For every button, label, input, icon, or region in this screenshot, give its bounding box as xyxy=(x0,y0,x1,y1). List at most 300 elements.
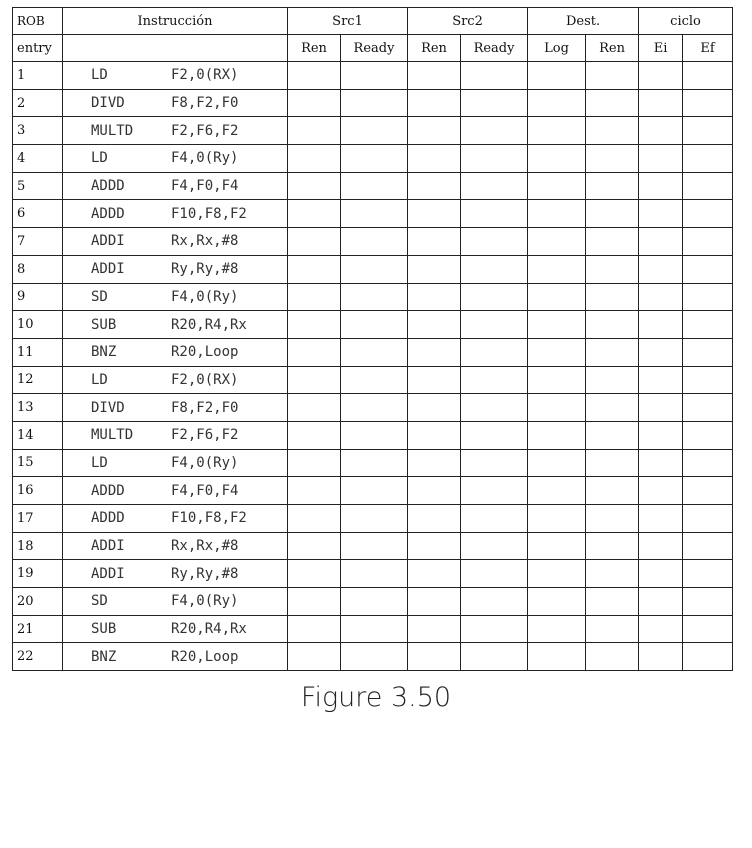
instruction-opcode: ADDD xyxy=(91,178,125,195)
src2-ready-cell[interactable] xyxy=(461,532,528,560)
instruction-operands: F8,F2,F0 xyxy=(171,399,239,416)
rob-entry-number: 22 xyxy=(13,643,63,671)
src2-ready-cell[interactable] xyxy=(461,311,528,339)
dest-log-cell[interactable] xyxy=(528,588,586,616)
src2-ready-cell[interactable] xyxy=(461,366,528,394)
instruction-opcode: ADDI xyxy=(91,565,125,582)
instruction-operands: F4,F0,F4 xyxy=(171,178,239,195)
instruction-operands: F4,0(Ry) xyxy=(171,593,239,610)
table-row xyxy=(13,532,733,560)
src1-ren-cell[interactable] xyxy=(288,200,341,228)
src1-ready-cell[interactable] xyxy=(341,117,408,145)
table-row xyxy=(13,117,733,145)
rob-entry-number: 6 xyxy=(13,200,63,228)
instruction-cell xyxy=(63,421,288,449)
rob-entry-number: 8 xyxy=(13,255,63,283)
src2-ren-cell[interactable] xyxy=(408,172,461,200)
dest-ren-cell[interactable] xyxy=(586,394,639,422)
ciclo-ei-cell[interactable] xyxy=(639,117,683,145)
ciclo-ei-cell[interactable] xyxy=(639,311,683,339)
instruction-operands: F2,F6,F2 xyxy=(171,427,239,444)
instruction-cell xyxy=(63,588,288,616)
ciclo-ef-cell[interactable] xyxy=(683,477,733,505)
rob-entry-number: 12 xyxy=(13,366,63,394)
src2-ready-cell[interactable] xyxy=(461,228,528,256)
dest-log-cell[interactable] xyxy=(528,255,586,283)
ciclo-ef-cell[interactable] xyxy=(683,117,733,145)
src1-ready-cell[interactable] xyxy=(341,394,408,422)
dest-log-cell[interactable] xyxy=(528,62,586,90)
rob-entry-number: 20 xyxy=(13,588,63,616)
instruction-opcode: BNZ xyxy=(91,344,117,361)
instruction-operands: Rx,Rx,#8 xyxy=(171,538,239,555)
ciclo-ef-cell[interactable] xyxy=(683,311,733,339)
src2-ren-cell[interactable] xyxy=(408,200,461,228)
src1-ready-cell[interactable] xyxy=(341,311,408,339)
dest-log-cell[interactable] xyxy=(528,338,586,366)
dest-ren-cell[interactable] xyxy=(586,532,639,560)
instruction-opcode: ADDD xyxy=(91,205,125,222)
instruction-opcode: DIVD xyxy=(91,95,125,112)
dest-ren-cell[interactable] xyxy=(586,145,639,173)
table-row xyxy=(13,505,733,533)
ciclo-ef-cell[interactable] xyxy=(683,338,733,366)
instruction-operands: F2,0(RX) xyxy=(171,67,239,84)
src1-ready-cell[interactable] xyxy=(341,505,408,533)
table-row xyxy=(13,560,733,588)
header-dest-log: Log xyxy=(528,35,586,62)
header-dest: Dest. xyxy=(528,8,639,35)
header-dest-ren: Ren xyxy=(586,35,639,62)
src2-ready-cell[interactable] xyxy=(461,560,528,588)
src1-ready-cell[interactable] xyxy=(341,228,408,256)
instruction-operands: F2,F6,F2 xyxy=(171,122,239,139)
instruction-operands: F10,F8,F2 xyxy=(171,510,247,527)
ciclo-ei-cell[interactable] xyxy=(639,145,683,173)
src1-ren-cell[interactable] xyxy=(288,311,341,339)
src1-ren-cell[interactable] xyxy=(288,615,341,643)
ciclo-ef-cell[interactable] xyxy=(683,643,733,671)
ciclo-ef-cell[interactable] xyxy=(683,228,733,256)
instruction-operands: R20,Loop xyxy=(171,648,239,665)
src2-ren-cell[interactable] xyxy=(408,255,461,283)
src2-ren-cell[interactable] xyxy=(408,62,461,90)
header-src1-ready: Ready xyxy=(341,35,408,62)
src2-ren-cell[interactable] xyxy=(408,366,461,394)
header-src2-ready: Ready xyxy=(461,35,528,62)
ciclo-ei-cell[interactable] xyxy=(639,89,683,117)
instruction-cell xyxy=(63,89,288,117)
src1-ready-cell[interactable] xyxy=(341,89,408,117)
dest-ren-cell[interactable] xyxy=(586,311,639,339)
instruction-cell xyxy=(63,200,288,228)
src2-ready-cell[interactable] xyxy=(461,89,528,117)
src2-ready-cell[interactable] xyxy=(461,172,528,200)
ciclo-ef-cell[interactable] xyxy=(683,89,733,117)
dest-ren-cell[interactable] xyxy=(586,421,639,449)
src2-ren-cell[interactable] xyxy=(408,477,461,505)
dest-log-cell[interactable] xyxy=(528,394,586,422)
src1-ready-cell[interactable] xyxy=(341,366,408,394)
dest-ren-cell[interactable] xyxy=(586,255,639,283)
rob-table xyxy=(12,7,733,671)
src1-ren-cell[interactable] xyxy=(288,89,341,117)
src2-ren-cell[interactable] xyxy=(408,421,461,449)
header-src1-ren: Ren xyxy=(288,35,341,62)
instruction-opcode: MULTD xyxy=(91,122,134,139)
instruction-opcode: SUB xyxy=(91,316,117,333)
src1-ready-cell[interactable] xyxy=(341,145,408,173)
dest-log-cell[interactable] xyxy=(528,560,586,588)
instruction-cell xyxy=(63,117,288,145)
header-instr-blank xyxy=(63,35,288,62)
src2-ready-cell[interactable] xyxy=(461,255,528,283)
dest-ren-cell[interactable] xyxy=(586,615,639,643)
dest-log-cell[interactable] xyxy=(528,200,586,228)
dest-log-cell[interactable] xyxy=(528,532,586,560)
dest-ren-cell[interactable] xyxy=(586,338,639,366)
instruction-opcode: MULTD xyxy=(91,427,134,444)
instruction-operands: F4,0(Ry) xyxy=(171,454,239,471)
rob-entry-number: 10 xyxy=(13,311,63,339)
src1-ren-cell[interactable] xyxy=(288,449,341,477)
src1-ready-cell[interactable] xyxy=(341,449,408,477)
src1-ready-cell[interactable] xyxy=(341,283,408,311)
src2-ready-cell[interactable] xyxy=(461,200,528,228)
dest-log-cell[interactable] xyxy=(528,643,586,671)
rob-entry-number: 4 xyxy=(13,145,63,173)
dest-ren-cell[interactable] xyxy=(586,89,639,117)
rob-entry-number: 5 xyxy=(13,172,63,200)
ciclo-ef-cell[interactable] xyxy=(683,532,733,560)
ciclo-ei-cell[interactable] xyxy=(639,449,683,477)
rob-entry-number: 11 xyxy=(13,338,63,366)
dest-log-cell[interactable] xyxy=(528,117,586,145)
rob-entry-number: 21 xyxy=(13,615,63,643)
src1-ren-cell[interactable] xyxy=(288,505,341,533)
src1-ready-cell[interactable] xyxy=(341,477,408,505)
instruction-cell xyxy=(63,477,288,505)
src1-ren-cell[interactable] xyxy=(288,145,341,173)
src1-ren-cell[interactable] xyxy=(288,477,341,505)
src2-ready-cell[interactable] xyxy=(461,117,528,145)
src2-ready-cell[interactable] xyxy=(461,449,528,477)
instruction-operands: R20,R4,Rx xyxy=(171,316,247,333)
src2-ready-cell[interactable] xyxy=(461,283,528,311)
ciclo-ei-cell[interactable] xyxy=(639,615,683,643)
ciclo-ef-cell[interactable] xyxy=(683,283,733,311)
instruction-cell xyxy=(63,255,288,283)
table-row xyxy=(13,366,733,394)
rob-entry-number: 9 xyxy=(13,283,63,311)
ciclo-ei-cell[interactable] xyxy=(639,172,683,200)
ciclo-ef-cell[interactable] xyxy=(683,172,733,200)
ciclo-ei-cell[interactable] xyxy=(639,338,683,366)
src1-ren-cell[interactable] xyxy=(288,394,341,422)
instruction-opcode: ADDI xyxy=(91,233,125,250)
src1-ready-cell[interactable] xyxy=(341,200,408,228)
instruction-opcode: ADDD xyxy=(91,510,125,527)
header-ciclo: ciclo xyxy=(639,8,733,35)
src1-ren-cell[interactable] xyxy=(288,283,341,311)
ciclo-ef-cell[interactable] xyxy=(683,62,733,90)
dest-log-cell[interactable] xyxy=(528,228,586,256)
dest-log-cell[interactable] xyxy=(528,283,586,311)
instruction-operands: F8,F2,F0 xyxy=(171,95,239,112)
instruction-opcode: LD xyxy=(91,67,108,84)
src2-ren-cell[interactable] xyxy=(408,560,461,588)
src2-ren-cell[interactable] xyxy=(408,643,461,671)
instruction-opcode: SD xyxy=(91,593,108,610)
instruction-cell xyxy=(63,145,288,173)
instruction-cell xyxy=(63,643,288,671)
table-row xyxy=(13,200,733,228)
rob-entry-number: 3 xyxy=(13,117,63,145)
src1-ready-cell[interactable] xyxy=(341,62,408,90)
instruction-cell xyxy=(63,62,288,90)
table-row xyxy=(13,311,733,339)
dest-ren-cell[interactable] xyxy=(586,366,639,394)
rob-entry-number: 7 xyxy=(13,228,63,256)
rob-entry-number: 19 xyxy=(13,560,63,588)
ciclo-ef-cell[interactable] xyxy=(683,200,733,228)
table-row xyxy=(13,62,733,90)
dest-ren-cell[interactable] xyxy=(586,477,639,505)
header-src2-ren: Ren xyxy=(408,35,461,62)
instruction-operands: R20,Loop xyxy=(171,344,239,361)
ciclo-ef-cell[interactable] xyxy=(683,615,733,643)
dest-log-cell[interactable] xyxy=(528,477,586,505)
table-row xyxy=(13,421,733,449)
instruction-operands: Ry,Ry,#8 xyxy=(171,261,239,278)
src2-ready-cell[interactable] xyxy=(461,338,528,366)
instruction-opcode: LD xyxy=(91,371,108,388)
ciclo-ei-cell[interactable] xyxy=(639,200,683,228)
dest-log-cell[interactable] xyxy=(528,89,586,117)
ciclo-ef-cell[interactable] xyxy=(683,588,733,616)
ciclo-ef-cell[interactable] xyxy=(683,145,733,173)
src1-ren-cell[interactable] xyxy=(288,338,341,366)
instruction-cell xyxy=(63,366,288,394)
ciclo-ei-cell[interactable] xyxy=(639,477,683,505)
src2-ren-cell[interactable] xyxy=(408,449,461,477)
instruction-opcode: LD xyxy=(91,454,108,471)
src1-ren-cell[interactable] xyxy=(288,117,341,145)
ciclo-ef-cell[interactable] xyxy=(683,505,733,533)
dest-log-cell[interactable] xyxy=(528,366,586,394)
ciclo-ei-cell[interactable] xyxy=(639,283,683,311)
instruction-operands: F4,F0,F4 xyxy=(171,482,239,499)
src1-ren-cell[interactable] xyxy=(288,643,341,671)
src2-ren-cell[interactable] xyxy=(408,89,461,117)
src2-ready-cell[interactable] xyxy=(461,421,528,449)
dest-log-cell[interactable] xyxy=(528,449,586,477)
dest-ren-cell[interactable] xyxy=(586,117,639,145)
ciclo-ei-cell[interactable] xyxy=(639,228,683,256)
instruction-operands: Ry,Ry,#8 xyxy=(171,565,239,582)
header-src1: Src1 xyxy=(288,8,408,35)
dest-ren-cell[interactable] xyxy=(586,588,639,616)
ciclo-ei-cell[interactable] xyxy=(639,560,683,588)
src2-ren-cell[interactable] xyxy=(408,283,461,311)
figure-caption: Figure 3.50 xyxy=(300,682,452,713)
instruction-opcode: BNZ xyxy=(91,648,117,665)
src2-ready-cell[interactable] xyxy=(461,145,528,173)
dest-log-cell[interactable] xyxy=(528,172,586,200)
ciclo-ei-cell[interactable] xyxy=(639,643,683,671)
table-row xyxy=(13,172,733,200)
src2-ready-cell[interactable] xyxy=(461,62,528,90)
ciclo-ei-cell[interactable] xyxy=(639,62,683,90)
src2-ren-cell[interactable] xyxy=(408,117,461,145)
ciclo-ef-cell[interactable] xyxy=(683,560,733,588)
rob-entry-number: 13 xyxy=(13,394,63,422)
dest-ren-cell[interactable] xyxy=(586,283,639,311)
src1-ready-cell[interactable] xyxy=(341,560,408,588)
dest-log-cell[interactable] xyxy=(528,615,586,643)
instruction-cell xyxy=(63,532,288,560)
rob-entry-number: 18 xyxy=(13,532,63,560)
src2-ren-cell[interactable] xyxy=(408,532,461,560)
src1-ready-cell[interactable] xyxy=(341,532,408,560)
dest-log-cell[interactable] xyxy=(528,311,586,339)
src2-ready-cell[interactable] xyxy=(461,643,528,671)
src1-ren-cell[interactable] xyxy=(288,255,341,283)
src1-ready-cell[interactable] xyxy=(341,588,408,616)
table-row xyxy=(13,394,733,422)
table-row xyxy=(13,145,733,173)
rob-entry-number: 17 xyxy=(13,505,63,533)
src2-ready-cell[interactable] xyxy=(461,615,528,643)
table-body xyxy=(13,62,733,671)
instruction-operands: F2,0(RX) xyxy=(171,371,239,388)
instruction-cell xyxy=(63,311,288,339)
table-row xyxy=(13,338,733,366)
table-row xyxy=(13,283,733,311)
src2-ren-cell[interactable] xyxy=(408,311,461,339)
instruction-cell xyxy=(63,449,288,477)
dest-ren-cell[interactable] xyxy=(586,643,639,671)
header-ciclo-ef: Ef xyxy=(683,35,733,62)
dest-ren-cell[interactable] xyxy=(586,62,639,90)
src1-ren-cell[interactable] xyxy=(288,366,341,394)
table-row xyxy=(13,643,733,671)
src1-ready-cell[interactable] xyxy=(341,172,408,200)
instruction-cell xyxy=(63,283,288,311)
table-row xyxy=(13,228,733,256)
instruction-opcode: SD xyxy=(91,288,108,305)
rob-entry-number: 15 xyxy=(13,449,63,477)
ciclo-ef-cell[interactable] xyxy=(683,366,733,394)
ciclo-ef-cell[interactable] xyxy=(683,449,733,477)
src1-ready-cell[interactable] xyxy=(341,338,408,366)
instruction-opcode: ADDI xyxy=(91,538,125,555)
rob-entry-number: 2 xyxy=(13,89,63,117)
src2-ready-cell[interactable] xyxy=(461,477,528,505)
ciclo-ei-cell[interactable] xyxy=(639,255,683,283)
dest-log-cell[interactable] xyxy=(528,421,586,449)
ciclo-ei-cell[interactable] xyxy=(639,532,683,560)
instruction-operands: F10,F8,F2 xyxy=(171,205,247,222)
instruction-opcode: LD xyxy=(91,150,108,167)
src1-ren-cell[interactable] xyxy=(288,560,341,588)
instruction-cell xyxy=(63,172,288,200)
src1-ren-cell[interactable] xyxy=(288,588,341,616)
src2-ready-cell[interactable] xyxy=(461,505,528,533)
ciclo-ei-cell[interactable] xyxy=(639,588,683,616)
src1-ready-cell[interactable] xyxy=(341,643,408,671)
table-row xyxy=(13,477,733,505)
ciclo-ei-cell[interactable] xyxy=(639,505,683,533)
table-row xyxy=(13,255,733,283)
header-ciclo-ei: Ei xyxy=(639,35,683,62)
instruction-operands: Rx,Rx,#8 xyxy=(171,233,239,250)
dest-ren-cell[interactable] xyxy=(586,172,639,200)
src2-ready-cell[interactable] xyxy=(461,588,528,616)
src2-ren-cell[interactable] xyxy=(408,588,461,616)
ciclo-ef-cell[interactable] xyxy=(683,394,733,422)
src1-ren-cell[interactable] xyxy=(288,228,341,256)
instruction-cell xyxy=(63,228,288,256)
dest-ren-cell[interactable] xyxy=(586,505,639,533)
instruction-cell xyxy=(63,394,288,422)
header-entry: entry xyxy=(13,35,63,62)
dest-ren-cell[interactable] xyxy=(586,228,639,256)
rob-entry-number: 14 xyxy=(13,421,63,449)
instruction-operands: F4,0(Ry) xyxy=(171,288,239,305)
dest-ren-cell[interactable] xyxy=(586,449,639,477)
src2-ren-cell[interactable] xyxy=(408,615,461,643)
rob-entry-number: 1 xyxy=(13,62,63,90)
ciclo-ef-cell[interactable] xyxy=(683,421,733,449)
instruction-cell xyxy=(63,505,288,533)
instruction-opcode: DIVD xyxy=(91,399,125,416)
ciclo-ei-cell[interactable] xyxy=(639,421,683,449)
src2-ren-cell[interactable] xyxy=(408,338,461,366)
src1-ren-cell[interactable] xyxy=(288,62,341,90)
instruction-opcode: ADDI xyxy=(91,261,125,278)
rob-entry-number: 16 xyxy=(13,477,63,505)
src1-ren-cell[interactable] xyxy=(288,532,341,560)
header-rob: ROB xyxy=(13,8,63,35)
instruction-cell xyxy=(63,338,288,366)
instruction-opcode: ADDD xyxy=(91,482,125,499)
header-instruccion: Instrucción xyxy=(63,8,288,35)
dest-log-cell[interactable] xyxy=(528,505,586,533)
src2-ren-cell[interactable] xyxy=(408,505,461,533)
dest-ren-cell[interactable] xyxy=(586,560,639,588)
ciclo-ei-cell[interactable] xyxy=(639,394,683,422)
dest-log-cell[interactable] xyxy=(528,145,586,173)
ciclo-ef-cell[interactable] xyxy=(683,255,733,283)
table-row xyxy=(13,588,733,616)
src2-ren-cell[interactable] xyxy=(408,394,461,422)
table-row xyxy=(13,615,733,643)
src1-ready-cell[interactable] xyxy=(341,615,408,643)
src2-ready-cell[interactable] xyxy=(461,394,528,422)
src1-ren-cell[interactable] xyxy=(288,421,341,449)
src2-ren-cell[interactable] xyxy=(408,145,461,173)
src1-ready-cell[interactable] xyxy=(341,255,408,283)
src1-ready-cell[interactable] xyxy=(341,421,408,449)
table-row xyxy=(13,449,733,477)
instruction-opcode: SUB xyxy=(91,621,117,638)
ciclo-ei-cell[interactable] xyxy=(639,366,683,394)
src1-ren-cell[interactable] xyxy=(288,172,341,200)
instruction-cell xyxy=(63,560,288,588)
src2-ren-cell[interactable] xyxy=(408,228,461,256)
dest-ren-cell[interactable] xyxy=(586,200,639,228)
